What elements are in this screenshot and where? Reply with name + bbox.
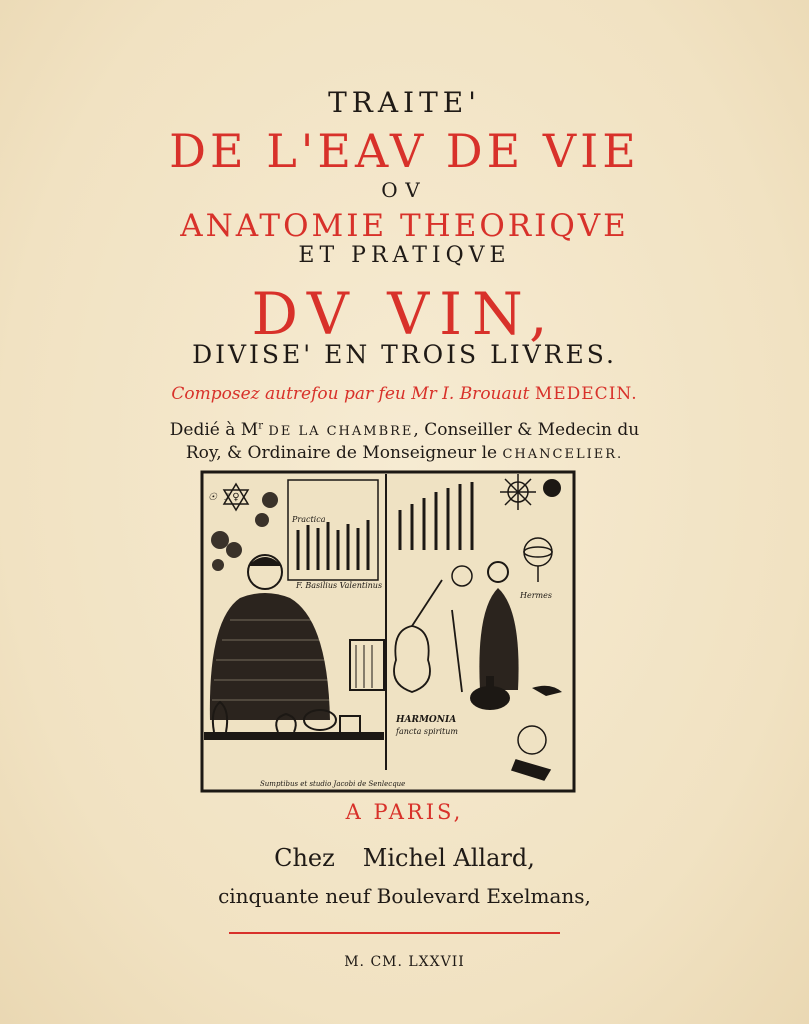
red-rule-divider xyxy=(229,932,560,934)
label-harmonia: HARMONIA xyxy=(396,715,457,725)
title-traite: TRAITE' xyxy=(328,86,481,119)
title-anatomie: ANATOMIE THEORIQVE xyxy=(180,208,629,244)
dedication-text-a: Dedié à M xyxy=(169,420,259,440)
author-title: MEDECIN. xyxy=(534,384,638,404)
title-ou: OV xyxy=(381,178,428,202)
dedication-line-2 xyxy=(0,443,809,463)
author-prefix: Composez autrefou par feu Mr I. Brouaut xyxy=(171,384,530,404)
author-line xyxy=(0,384,809,404)
title-eau-de-vie: DE L'EAV DE VIE xyxy=(169,124,640,178)
dedication-name: DE LA CHAMBRE xyxy=(268,424,414,439)
imprint-address: cinquante neuf Boulevard Exelmans, xyxy=(218,884,591,908)
label-valentinus: F. Basilius Valentinus xyxy=(296,581,383,590)
label-hermes: Hermes xyxy=(520,591,552,600)
imprint-chez: Chez xyxy=(274,844,335,872)
dedication-chancelier: CHANCELIER. xyxy=(502,447,624,462)
engraving-caption: Sumptibus et studio Jacobi de Senlecque xyxy=(260,780,406,788)
title-du-vin: DV VIN, xyxy=(251,280,558,348)
dedication-line-1 xyxy=(0,420,809,440)
imprint-year: M. CM. LXXVII xyxy=(344,954,465,970)
imprint-publisher: Michel Allard, xyxy=(362,844,535,872)
title-et-pratique: ET PRATIQVE xyxy=(298,243,511,268)
label-practica: Practica xyxy=(292,515,326,524)
dedication-sup: r xyxy=(258,420,263,432)
title-divise: DIVISE' EN TROIS LIVRES. xyxy=(192,340,617,369)
imprint-city: A PARIS, xyxy=(345,800,464,824)
imprint-publisher-line xyxy=(0,844,809,872)
svg-text:☉ ☽ ♀: ☉ ☽ ♀ xyxy=(208,492,240,503)
dedication-text-b: , Conseiller & Medecin du xyxy=(413,420,640,440)
label-harmonia-sub: fancta spiritum xyxy=(396,727,459,736)
alchemy-engraving xyxy=(200,470,576,793)
dedication-text-c: Roy, & Ordinaire de Monseigneur le xyxy=(185,443,498,463)
